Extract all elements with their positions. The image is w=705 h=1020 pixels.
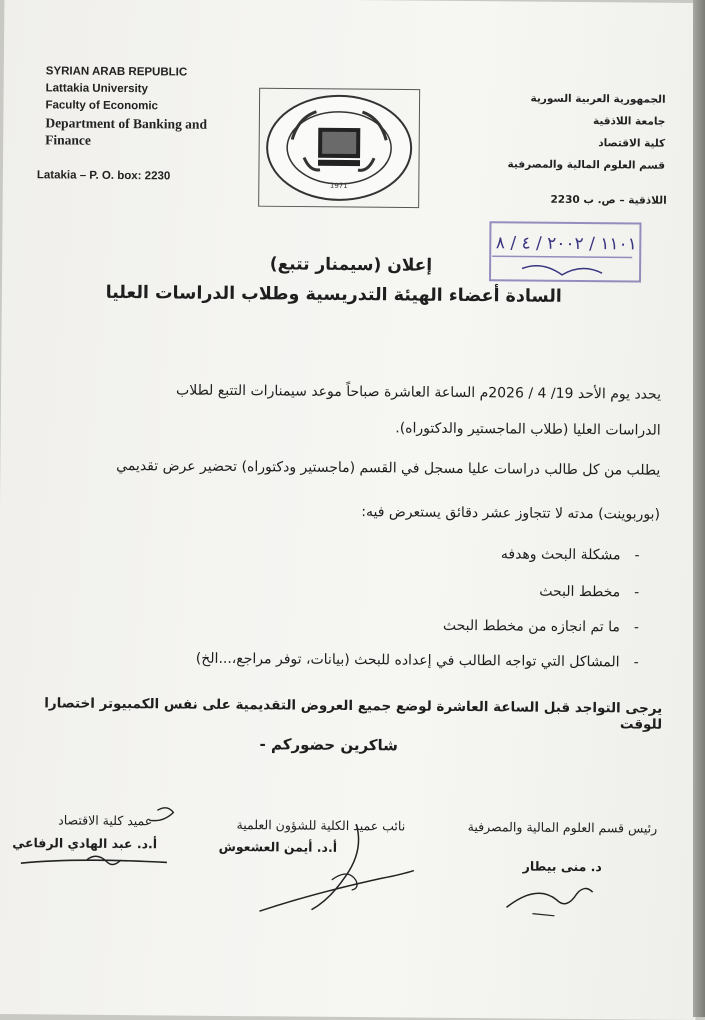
bullet-mark: - <box>633 619 640 636</box>
list-item: -المشاكل التي تواجه الطالب في إعداده للبحث (بيانات، توفر مراجع،...الخ) <box>195 650 639 671</box>
paragraph-2-line-2: (بوربوينت) مدته لا تتجاوز عشر دقائق يستعرض فيه: <box>361 504 661 523</box>
address-en: Latakia – P. O. box: 2230 <box>36 169 171 183</box>
paragraph-1-line-2: الدراسات العليا (طلاب الماجستير والدكتوراه). <box>395 420 661 439</box>
dean-name: أ.د. عبد الهادي الرفاعي <box>12 835 158 852</box>
department-head-name: د. منى بيطار <box>522 858 602 875</box>
country-name-en: SYRIAN ARAB REPUBLIC <box>45 65 188 79</box>
university-name-en: Lattakia University <box>45 82 148 96</box>
closing-thanks: شاكرين حضوركم - <box>259 735 399 755</box>
university-name-ar: جامعة اللاذقية <box>592 115 666 128</box>
logo-year: 1971 <box>329 181 348 190</box>
attendance-note: يرجى التواجد قبل الساعة العاشرة لوضع جميع العروض التقديمية على نفس الكمبيوتر اختصارا للوقت <box>44 695 663 733</box>
faculty-name-ar: كلية الاقتصاد <box>598 137 666 150</box>
announcement-title: إعلان (سيمنار تتبع) <box>269 254 433 276</box>
stamp-number: ١١٠١ / ٢٠٠٢ / ٤ / ٨ <box>495 233 637 255</box>
dean-signature <box>17 797 188 878</box>
dean-title: عميد كلية الاقتصاد <box>58 812 153 829</box>
department-name-en: Department of Banking and <box>45 115 208 132</box>
list-item: -مشكلة البحث وهدفه <box>500 546 640 564</box>
list-item: -مخطط البحث <box>539 583 640 601</box>
announcement-addressee: السادة أعضاء الهيئة التدريسية وطلاب الدراسات العليا <box>105 282 562 307</box>
department-name-ar: قسم العلوم المالية والمصرفية <box>507 158 666 172</box>
vice-dean-signature <box>251 819 442 921</box>
list-item: -ما تم انجازه من مخطط البحث <box>442 617 640 636</box>
letterhead-english <box>45 63 256 150</box>
paragraph-1-line-1: يحدد يوم الأحد 19/ 4 / 2026م الساعة العاشرة صباحاً موعد سيمنارات التتبع لطلاب <box>176 382 662 403</box>
bullet-mark: - <box>634 547 640 564</box>
registration-stamp <box>482 216 653 287</box>
department-head-signature <box>496 863 607 924</box>
address-ar: اللاذقية – ص. ب 2230 <box>550 193 667 207</box>
letterhead-arabic <box>445 87 666 177</box>
vice-dean-title: نائب عميد الكلية للشؤون العلمية <box>236 817 406 834</box>
page-edge-shadow <box>693 0 705 1017</box>
department-head-title: رئيس قسم العلوم المالية والمصرفية <box>467 819 658 836</box>
university-logo <box>258 87 421 208</box>
vice-dean-name: أ.د. أيمن العشعوش <box>218 838 338 855</box>
paragraph-2-line-1: يطلب من كل طالب دراسات عليا مسجل في القسم (ماجستير ودكتوراه) تحضير عرض تقديمي <box>116 457 661 479</box>
faculty-name-en: Faculty of Economic <box>45 99 159 113</box>
bullet-mark: - <box>633 654 639 671</box>
bullet-mark: - <box>634 584 640 601</box>
department-name-en-cont: Finance <box>45 132 92 148</box>
country-name-ar: الجمهورية العربية السورية <box>530 92 666 106</box>
